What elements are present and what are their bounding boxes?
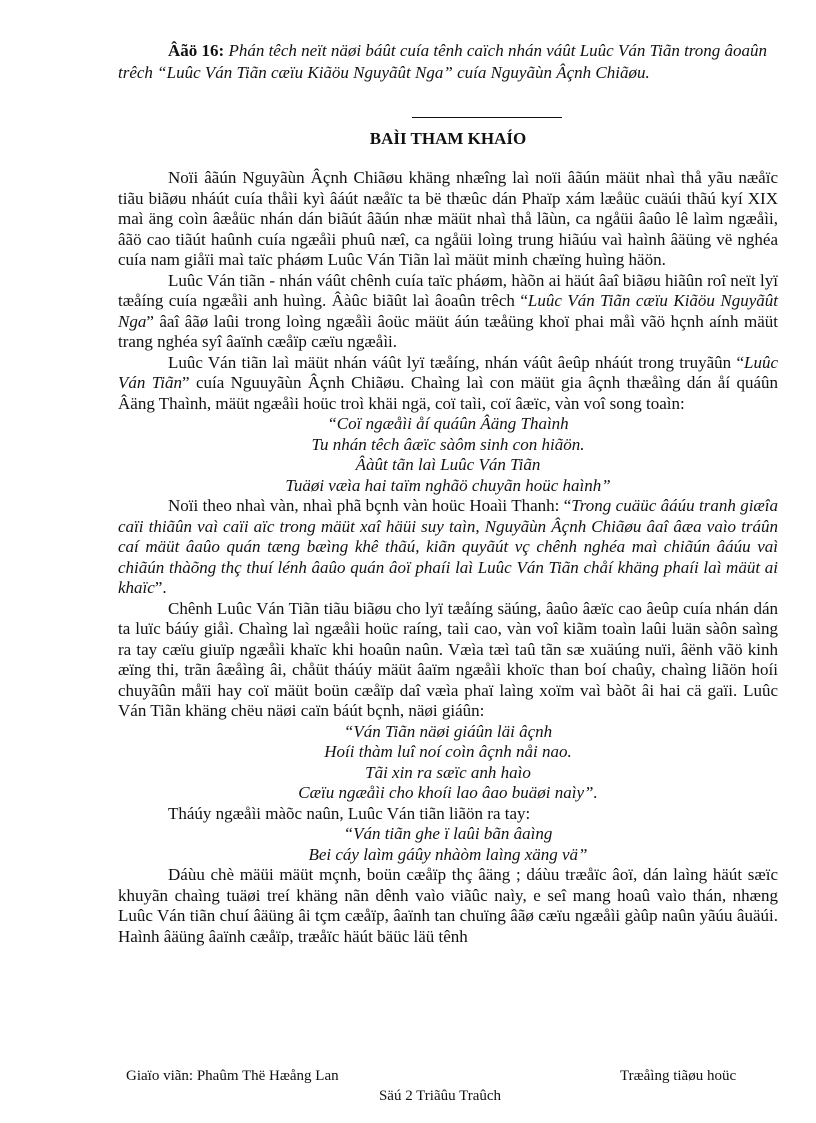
paragraph-1: Noïi âãún Nguyãùn Âçnh Chiãøu khäng nhæîng laì noïi âãún mäüt nhaì thå yãu næåïc tiãu biãøu nháút cuía thåìi kyì âáút næåïc ta bë thæûc dán Phaïp xám læåüc cuäúi thãú kyí XIX maì äng coìn âæåüc nhán dán biãút âãún nhæ mäüt nhaì thå lãùn, ca ngåüi âaûo lê laìm ngæåìi, âãö cao tiãút haûnh cuía ngæåìi phuû næî, ca ngåüi loìng trung hiãúu vaì haình âäüng vë nghéa cuía nam giåïi maì taïc pháøm Luûc Ván Tiãn laì mäüt minh chæïng huìng häön. <box>118 168 778 269</box>
paragraph-3-part-b: ” cuía Nguuyãùn Âçnh Chiãøu. Chaìng laì con mäüt gia âçnh thæåìng dán åí quáûn Âäng Thaình, mäüt ngæåìi hoüc troì khäi ngä, coï taìi, coï âæïc, vàn voî song toaìn: <box>118 373 779 413</box>
poem-2-line: Hoíi thàm luî noí coìn âçnh nåi nao. <box>324 742 572 761</box>
poem-2-line: “Ván Tiãn näøi giáûn läi âçnh <box>343 721 553 741</box>
question-label: Âãö 16: <box>168 41 225 60</box>
paragraph-4-part-a: Noïi theo nhaì vàn, nhaì phã bçnh vàn hoüc Hoaìi Thanh: “ <box>168 496 572 515</box>
paragraph-2-part-a: Luûc Ván tiãn - nhán váût chênh cuía taïc pháøm, hàõn ai häút âaî biãøu hiãûn roî neït lyï tæåíng cuía ngæåìi anh huìng. Âàûc biãût laì âoaûn trêch “ <box>118 270 778 310</box>
poem-2-line: Cæïu ngæåìi cho khoíi lao âao buäøi naìy”. <box>298 783 598 802</box>
question-prompt <box>118 40 778 84</box>
paragraph-5: Chênh Luûc Ván Tiãn tiãu biãøu cho lyï tæåíng säúng, âaûo âæïc cao âeûp cuía nhán dán ta luïc báúy giåì. Chaìng laì ngæåìi hoüc raíng, taìi cao, vàn voî kiãm toaìn laûi luän sàôn saìng ra tay cæïu giuïp ngæåìi khaïc khi hoaûn naûn. Væìa tæì taû tãn sæ xuäúng nuïi, âënh vãö kinh æïng thi, trãn âæåìng âi, chåüt tháúy mäüt âaïm ngæåìi khoïc than boí chaûy, chaìng liãön hoíi chuyãûn måïi hay coï mäüt boün cæåïp daî væìa phaï laìng xoïm vaì bàõt âi hai cä gaïi. Luûc Ván Tiãn khäng chëu näøi caïn báút bçnh, näøi giáûn: <box>118 598 778 720</box>
poem-1 <box>118 414 778 496</box>
footer-school: Træåìng tiãøu hoüc <box>620 1068 737 1084</box>
paragraph-4 <box>118 496 778 599</box>
essay-body <box>118 168 778 947</box>
poem-3-line: “Ván tiãn ghe ï laûi bãn âaìng <box>343 824 553 843</box>
footer-teacher: Giaïo viãn: Phaûm Thë Hæång Lan <box>126 1068 339 1084</box>
paragraph-2-part-b: ” âaî âãø laûi trong loìng ngæåìi âoüc mäüt áún tæåüng khoï phai måì vãö hçnh aính mäüt trang nghéa syî âaïnh cæåïp cæïu ngæåìi. <box>118 311 778 351</box>
divider-line <box>412 117 562 118</box>
paragraph-2 <box>118 271 778 353</box>
paragraph-4-quote: Trong cuäüc âáúu tranh giæîa caïi thiãûn vaì caïi aïc trong mäüt xaî häüi suy taìn, Nguyãùn Âçnh Chiãøu âaî âæa vaìo tráûn caí mäüt âaûo quán tæng bæìng khê thãú, kiãn quyãút vç chênh nghéa maì chiãún âáúu vaì chiãún thàõng thç thuí lénh âaûo quán âoï phaíi laì Luûc Ván Tiãn chåí khäng phaíi laì mäüt ai khaïc <box>118 496 778 597</box>
paragraph-7: Dáùu chè mäüi mäüt mçnh, boün cæåïp thç âäng ; dáùu træåïc âoï, dán laìng häút sæïc khuyãn chaìng tuäøi treí khäng nãn dênh vaìo viãûc naìy, e seî mang hoaû vaìo thán, nhæng Luûc Ván tiãn chuí âäüng âi tçm cæåïp, âaïnh tan chuïng âãø cæïu ngæåìi gàûp naûn yãúu âuäúi. Haình âäüng âaïnh cæåïp, træåïc häút bäüc läü tênh <box>118 865 778 946</box>
paragraph-4-part-b: ”. <box>154 578 167 597</box>
section-heading: BAÌI THAM KHAÍO <box>369 129 527 148</box>
poem-3 <box>118 824 778 865</box>
paragraph-3-title: Luûc Ván Tiãn <box>118 352 778 392</box>
poem-1-line: Âàût tãn laì Luûc Ván Tiãn <box>355 455 541 474</box>
poem-1-line: “Coï ngæåìi åí quáûn Âäng Thaình <box>327 414 569 433</box>
paragraph-2-title: Luûc Ván Tiãn cæïu Kiãöu Nguyãût Nga <box>118 291 778 331</box>
paragraph-3 <box>118 353 778 415</box>
footer-school-name: Säú 2 Triãûu Traûch <box>378 1088 502 1104</box>
poem-3-line: Bei cáy laìm gáûy nhàòm laìng xäng vä” <box>308 844 588 864</box>
poem-1-line: Tu nhán têch âæïc sàôm sinh con hiãön. <box>311 434 585 454</box>
poem-1-line: Tuäøi væìa hai taïm nghãö chuyãn hoüc haình” <box>285 475 611 495</box>
poem-2 <box>118 722 778 804</box>
paragraph-3-part-a: Luûc Ván tiãn laì mäüt nhán váût lyï tæåíng, nhán váût âeûp nháút trong truyãûn “ <box>168 352 744 372</box>
question-text: Phán têch neït näøi báût cuía tênh caïch nhán váût Luûc Ván Tiãn trong âoaûn trêch “Luûc Ván Tiãn cæïu Kiãöu Nguyãût Nga” cuía Nguyãùn Âçnh Chiãøu. <box>118 41 768 82</box>
paragraph-6: Tháúy ngæåìi màõc naûn, Luûc Ván tiãn liãön ra tay: <box>168 803 531 823</box>
poem-2-line: Tãi xin ra sæïc anh haìo <box>365 762 531 782</box>
